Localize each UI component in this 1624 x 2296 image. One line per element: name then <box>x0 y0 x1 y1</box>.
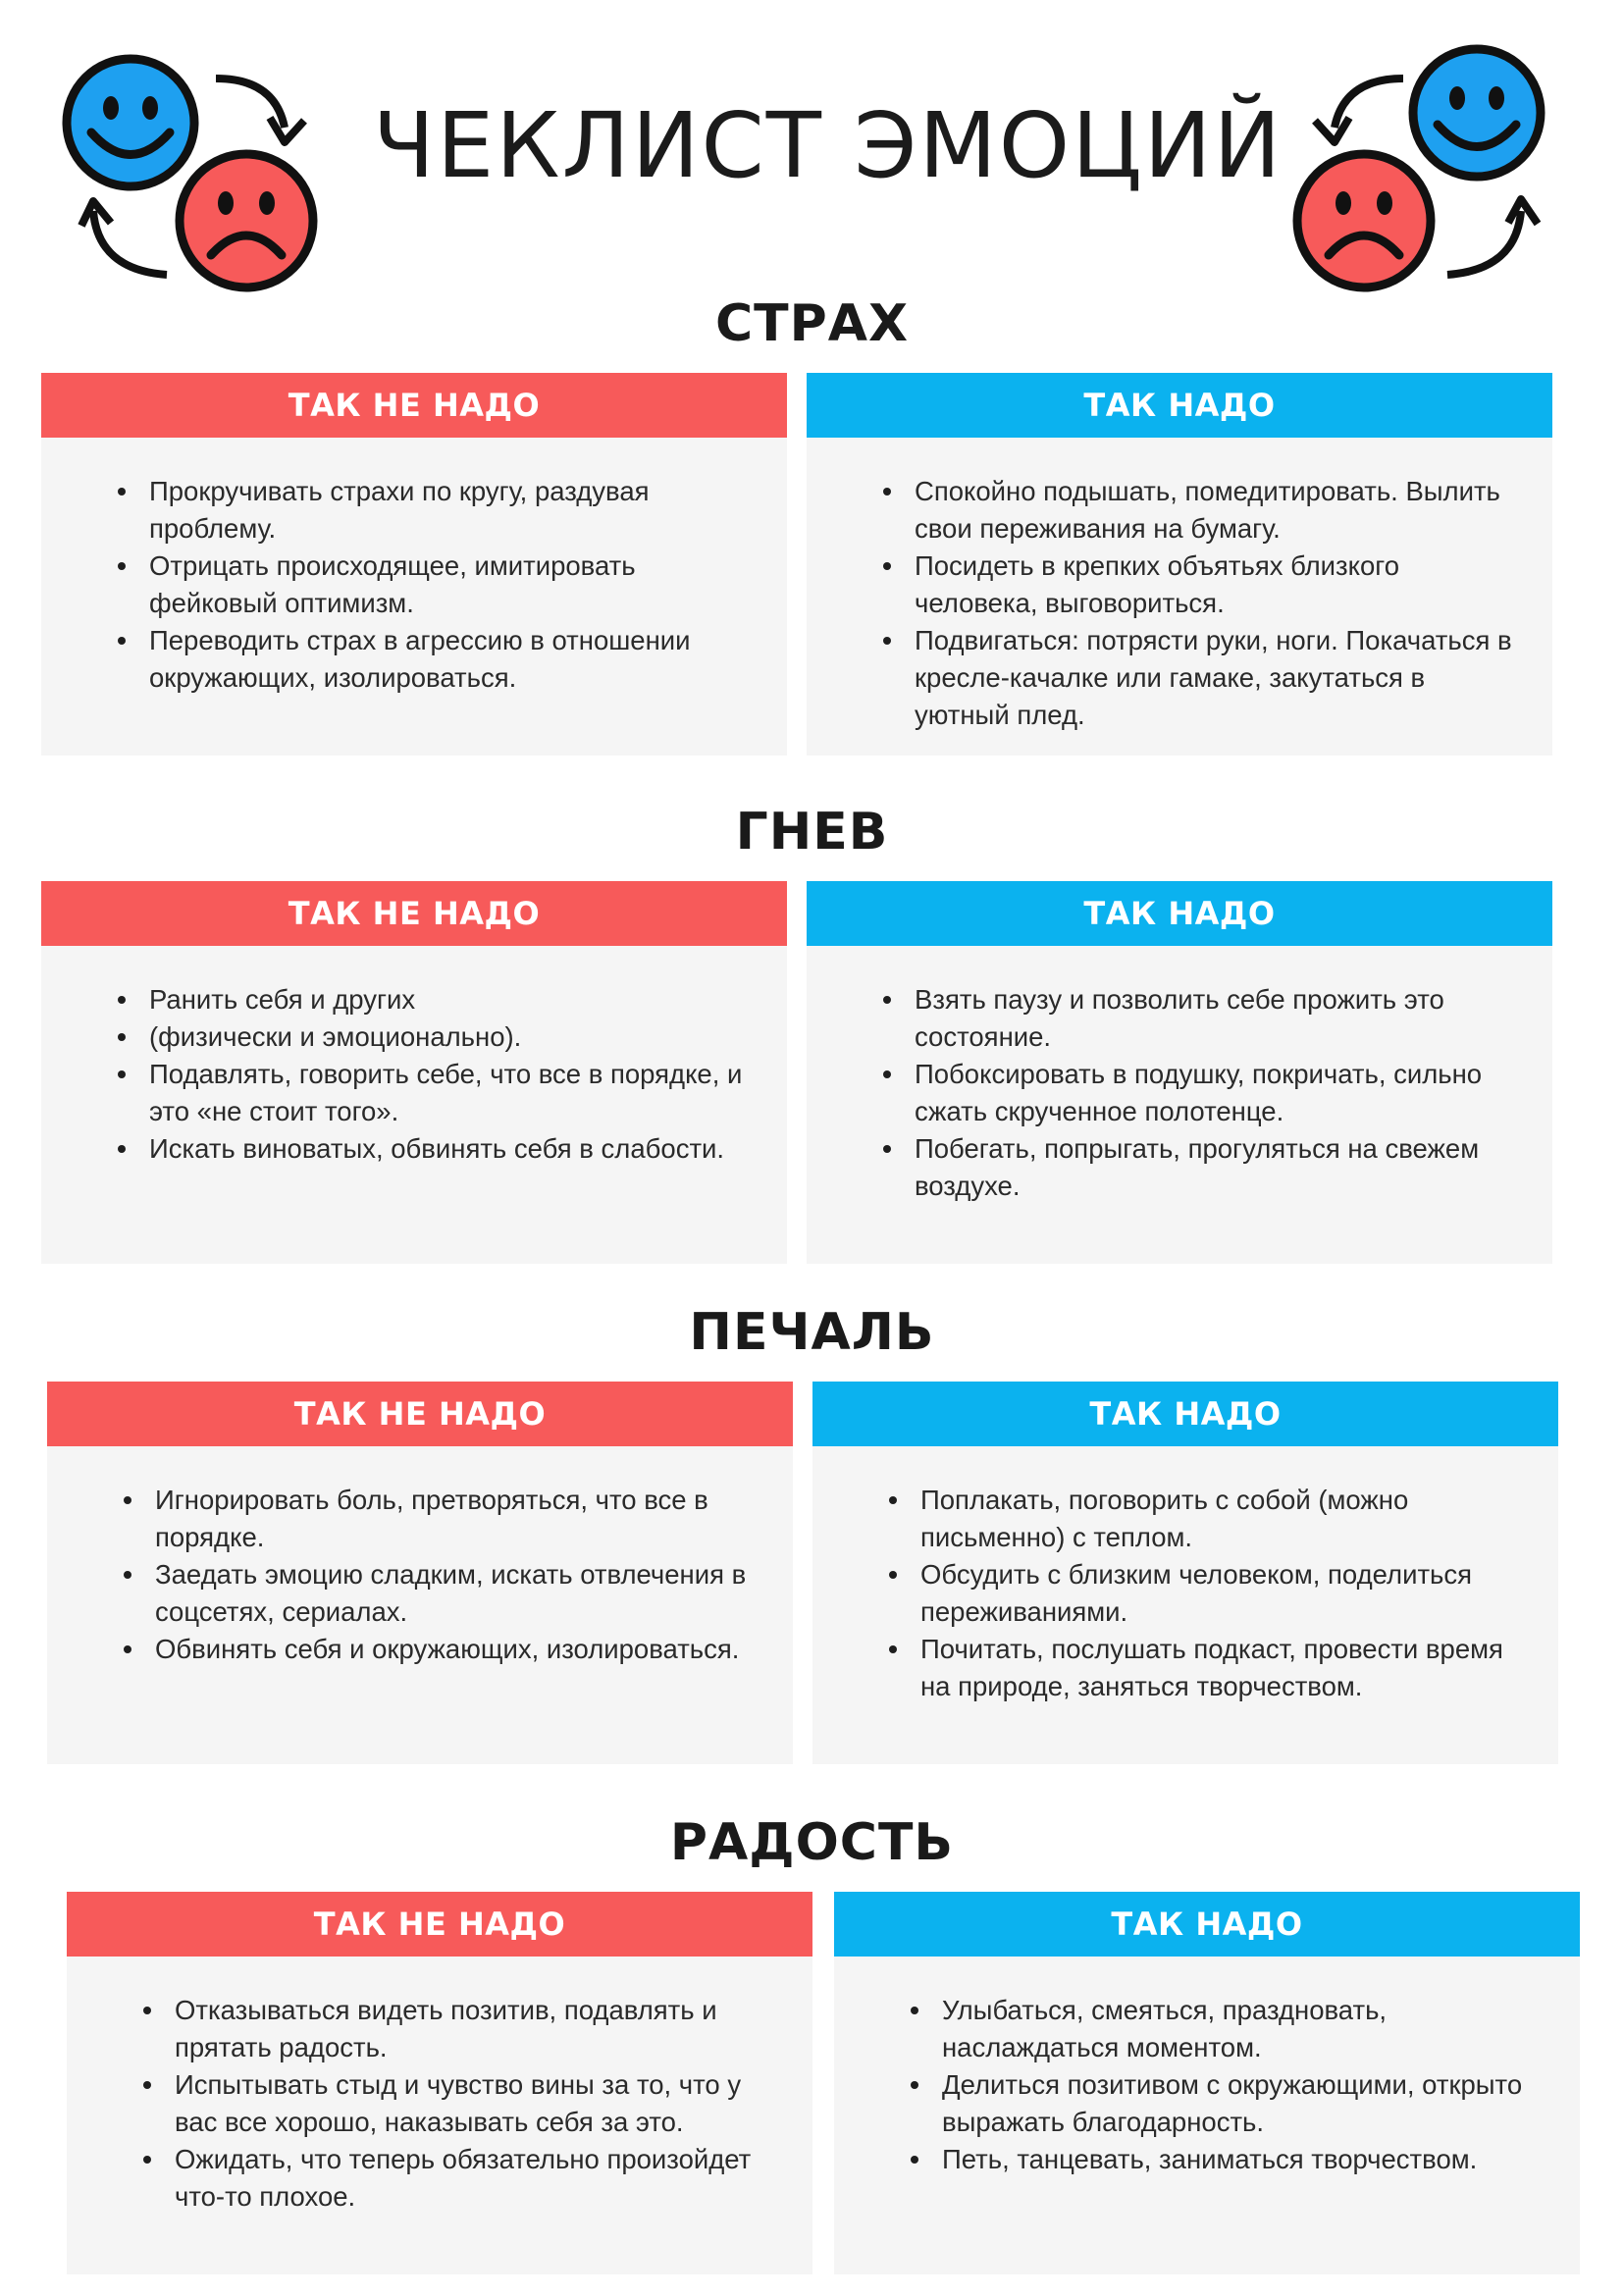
list-item: Испытывать стыд и чувство вины за то, что у вас все хорошо, наказывать себя за это. <box>175 2066 773 2141</box>
do-list <box>834 1957 1580 2178</box>
list-item: Взять паузу и позволить себе прожить это состояние. <box>915 981 1513 1056</box>
list-item: Ранить себя и других <box>149 981 748 1018</box>
list-item: Почитать, послушать подкаст, провести время на природе, заняться творчеством. <box>920 1631 1519 1705</box>
sadness-do-card <box>812 1382 1558 1764</box>
joy-dont-card <box>67 1892 812 2274</box>
section-title-sadness: ПЕЧАЛЬ <box>689 1303 935 1362</box>
card-header: ТАК НАДО <box>807 881 1552 946</box>
card-header: ТАК НЕ НАДО <box>41 373 787 438</box>
dont-list <box>41 946 787 1168</box>
do-list <box>812 1446 1558 1705</box>
card-header: ТАК НАДО <box>834 1892 1580 1957</box>
card-header: ТАК НАДО <box>812 1382 1558 1446</box>
section-title-joy: РАДОСТЬ <box>669 1813 955 1872</box>
list-item: Петь, танцевать, заниматься творчеством. <box>942 2141 1541 2178</box>
list-item: Переводить страх в агрессию в отношении окружающих, изолироваться. <box>149 622 748 697</box>
card-header: ТАК НЕ НАДО <box>47 1382 793 1446</box>
list-item: Ожидать, что теперь обязательно произойдет что-то плохое. <box>175 2141 773 2216</box>
emotion-cycle-icon <box>1281 34 1565 299</box>
list-item: Посидеть в крепких объятьях близкого человека, выговориться. <box>915 548 1513 622</box>
card-header: ТАК НЕ НАДО <box>67 1892 812 1957</box>
list-item: Игнорировать боль, претворяться, что все в порядке. <box>155 1482 754 1556</box>
sad-face-icon <box>1297 154 1431 287</box>
section-title-anger: ГНЕВ <box>735 803 889 861</box>
page-title: ЧЕКЛИСТ ЭМОЦИЙ <box>373 93 1283 198</box>
list-item: Заедать эмоцию сладким, искать отвлечения в соцсетях, сериалах. <box>155 1556 754 1631</box>
list-item: Обсудить с близким человеком, поделиться переживаниями. <box>920 1556 1519 1631</box>
do-list <box>807 946 1552 1205</box>
list-item: Побегать, попрыгать, прогуляться на свежем воздухе. <box>915 1130 1513 1205</box>
anger-do-card <box>807 881 1552 1264</box>
section-title-fear: СТРАХ <box>714 294 910 353</box>
list-item: Подвигаться: потрясти руки, ноги. Покачаться в кресле-качалке или гамаке, закутаться в уютный плед. <box>915 622 1513 734</box>
list-item: Отрицать происходящее, имитировать фейковый оптимизм. <box>149 548 748 622</box>
anger-dont-card <box>41 881 787 1264</box>
list-item: (физически и эмоционально). <box>149 1018 748 1056</box>
happy-face-icon <box>67 59 194 186</box>
list-item: Искать виноватых, обвинять себя в слабости. <box>149 1130 748 1168</box>
do-list <box>807 438 1552 734</box>
dont-list <box>41 438 787 697</box>
list-item: Делиться позитивом с окружающими, открыто выражать благодарность. <box>942 2066 1541 2141</box>
card-header: ТАК НЕ НАДО <box>41 881 787 946</box>
dont-list <box>67 1957 812 2216</box>
list-item: Отказываться видеть позитив, подавлять и прятать радость. <box>175 1992 773 2066</box>
fear-dont-card <box>41 373 787 756</box>
fear-do-card <box>807 373 1552 756</box>
list-item: Поплакать, поговорить с собой (можно письменно) с теплом. <box>920 1482 1519 1556</box>
dont-list <box>47 1446 793 1668</box>
happy-face-icon <box>1413 49 1541 177</box>
list-item: Обвинять себя и окружающих, изолироваться. <box>155 1631 754 1668</box>
list-item: Побоксировать в подушку, покричать, сильно сжать скрученное полотенце. <box>915 1056 1513 1130</box>
joy-do-card <box>834 1892 1580 2274</box>
card-header: ТАК НАДО <box>807 373 1552 438</box>
list-item: Спокойно подышать, помедитировать. Вылить свои переживания на бумагу. <box>915 473 1513 548</box>
emotion-cycle-icon <box>54 34 339 299</box>
sadness-dont-card <box>47 1382 793 1764</box>
list-item: Прокручивать страхи по кругу, раздувая проблему. <box>149 473 748 548</box>
list-item: Подавлять, говорить себе, что все в порядке, и это «не стоит того». <box>149 1056 748 1130</box>
sad-face-icon <box>180 154 313 287</box>
list-item: Улыбаться, смеяться, праздновать, наслаждаться моментом. <box>942 1992 1541 2066</box>
